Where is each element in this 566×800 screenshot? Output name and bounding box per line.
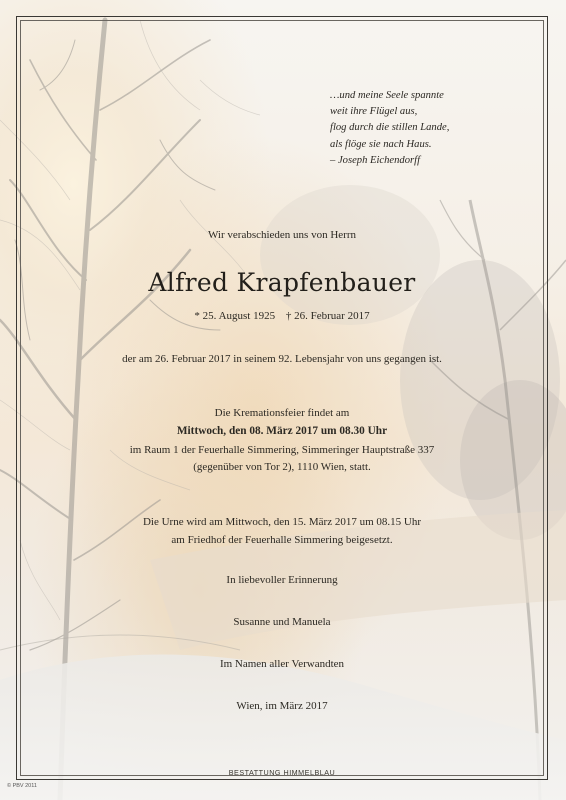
- poem-quote: [330, 88, 530, 169]
- relatives-text: Im Namen aller Verwandten: [219, 658, 345, 670]
- ceremony-location: im Raum 1 der Feuerhalle Simmering, Simmeringer Hauptstraße 337: [129, 444, 435, 456]
- ceremony-location-detail: (gegenüber von Tor 2), 1110 Wien, statt.: [193, 461, 371, 473]
- poem-line: …und meine Seele spannte: [330, 90, 444, 101]
- birth-date: * 25. August 1925: [194, 310, 276, 322]
- death-date: † 26. Februar 2017: [285, 310, 370, 322]
- family-names: Susanne und Manuela: [233, 616, 331, 628]
- ceremony-intro: Die Kremationsfeier findet am: [214, 407, 350, 419]
- urn-burial-date: Die Urne wird am Mittwoch, den 15. März 2017 um 08.15 Uhr: [142, 516, 421, 528]
- poem-line: als flöge sie nach Haus.: [330, 138, 432, 150]
- funeral-home-name: BESTATTUNG HIMMELBLAU: [228, 768, 336, 777]
- death-statement: der am 26. Februar 2017 in seinem 92. Lebensjahr von uns gegangen ist.: [122, 353, 442, 365]
- poem-line: flog durch die stillen Lande,: [330, 122, 450, 134]
- urn-burial-location: am Friedhof der Feuerhalle Simmering beigesetzt.: [171, 534, 393, 546]
- ceremony-date-time: Mittwoch, den 08. März 2017 um 08.30 Uhr: [176, 425, 388, 437]
- copyright-mark: © PBV 2011: [7, 783, 37, 789]
- place-date: Wien, im März 2017: [236, 700, 328, 712]
- poem-line: weit ihre Flügel aus,: [330, 106, 418, 118]
- intro-text: Wir verabschieden uns von Herrn: [207, 229, 356, 241]
- life-dates: [20, 310, 544, 322]
- closing-text: In liebevoller Erinnerung: [226, 574, 338, 586]
- poem-author: – Joseph Eichendorff: [330, 154, 421, 166]
- deceased-name: Alfred Krapfenbauer: [148, 268, 416, 297]
